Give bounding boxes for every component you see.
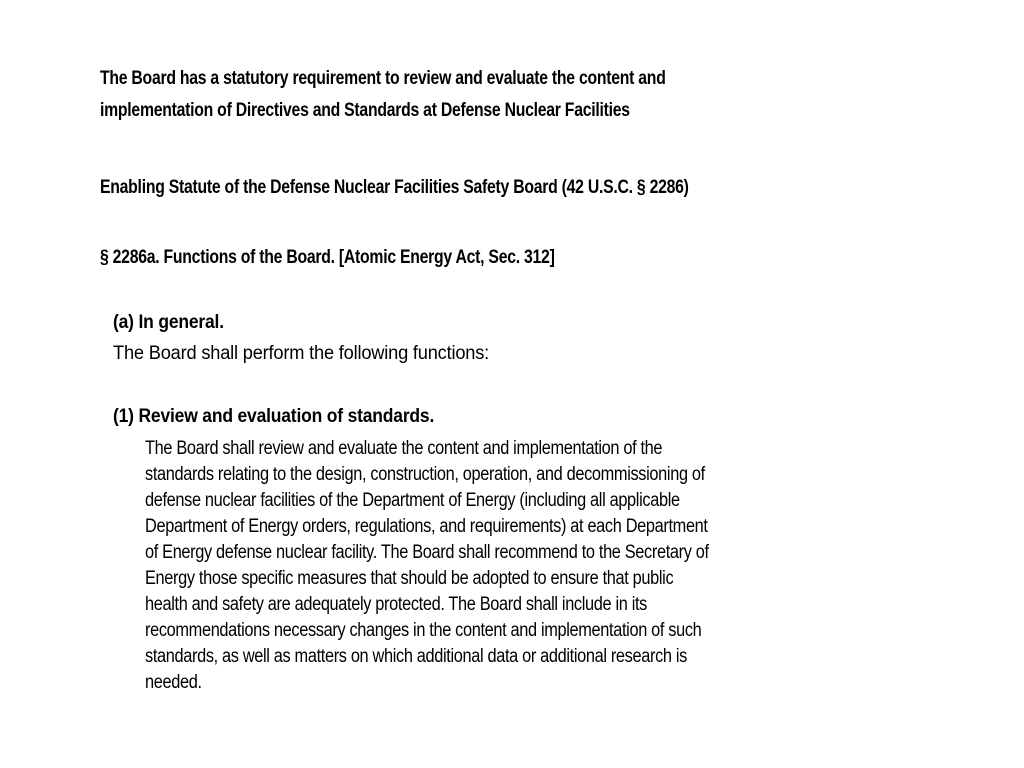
item-1-line-3: defense nuclear facilities of the Department of Energy (including all applicable bbox=[145, 490, 680, 511]
item-1-heading: (1) Review and evaluation of standards. bbox=[113, 406, 435, 427]
section-title: § 2286a. Functions of the Board. [Atomic Energy Act, Sec. 312] bbox=[100, 247, 555, 268]
subsection-a-heading: (a) In general. bbox=[113, 312, 224, 333]
header-line-1: The Board has a statutory requirement to review and evaluate the content and bbox=[100, 68, 666, 89]
item-1-line-1: The Board shall review and evaluate the content and implementation of the bbox=[145, 438, 663, 459]
header-line-2: implementation of Directives and Standards at Defense Nuclear Facilities bbox=[100, 100, 630, 121]
item-1-line-5: of Energy defense nuclear facility. The Board shall recommend to the Secretary of bbox=[145, 542, 709, 563]
subsection-a-text: The Board shall perform the following functions: bbox=[113, 343, 490, 364]
item-1-line-8: recommendations necessary changes in the content and implementation of such bbox=[145, 620, 702, 641]
item-1-line-10: needed. bbox=[145, 672, 202, 693]
item-1-line-7: health and safety are adequately protected. The Board shall include in its bbox=[145, 594, 648, 615]
item-1-line-2: standards relating to the design, construction, operation, and decommissioning of bbox=[145, 464, 705, 485]
item-1-line-9: standards, as well as matters on which additional data or additional research is bbox=[145, 646, 687, 667]
statute-title: Enabling Statute of the Defense Nuclear Facilities Safety Board (42 U.S.C. § 2286) bbox=[100, 177, 689, 198]
item-1-line-4: Department of Energy orders, regulations, and requirements) at each Department bbox=[145, 516, 708, 537]
item-1-line-6: Energy those specific measures that should be adopted to ensure that public bbox=[145, 568, 674, 589]
